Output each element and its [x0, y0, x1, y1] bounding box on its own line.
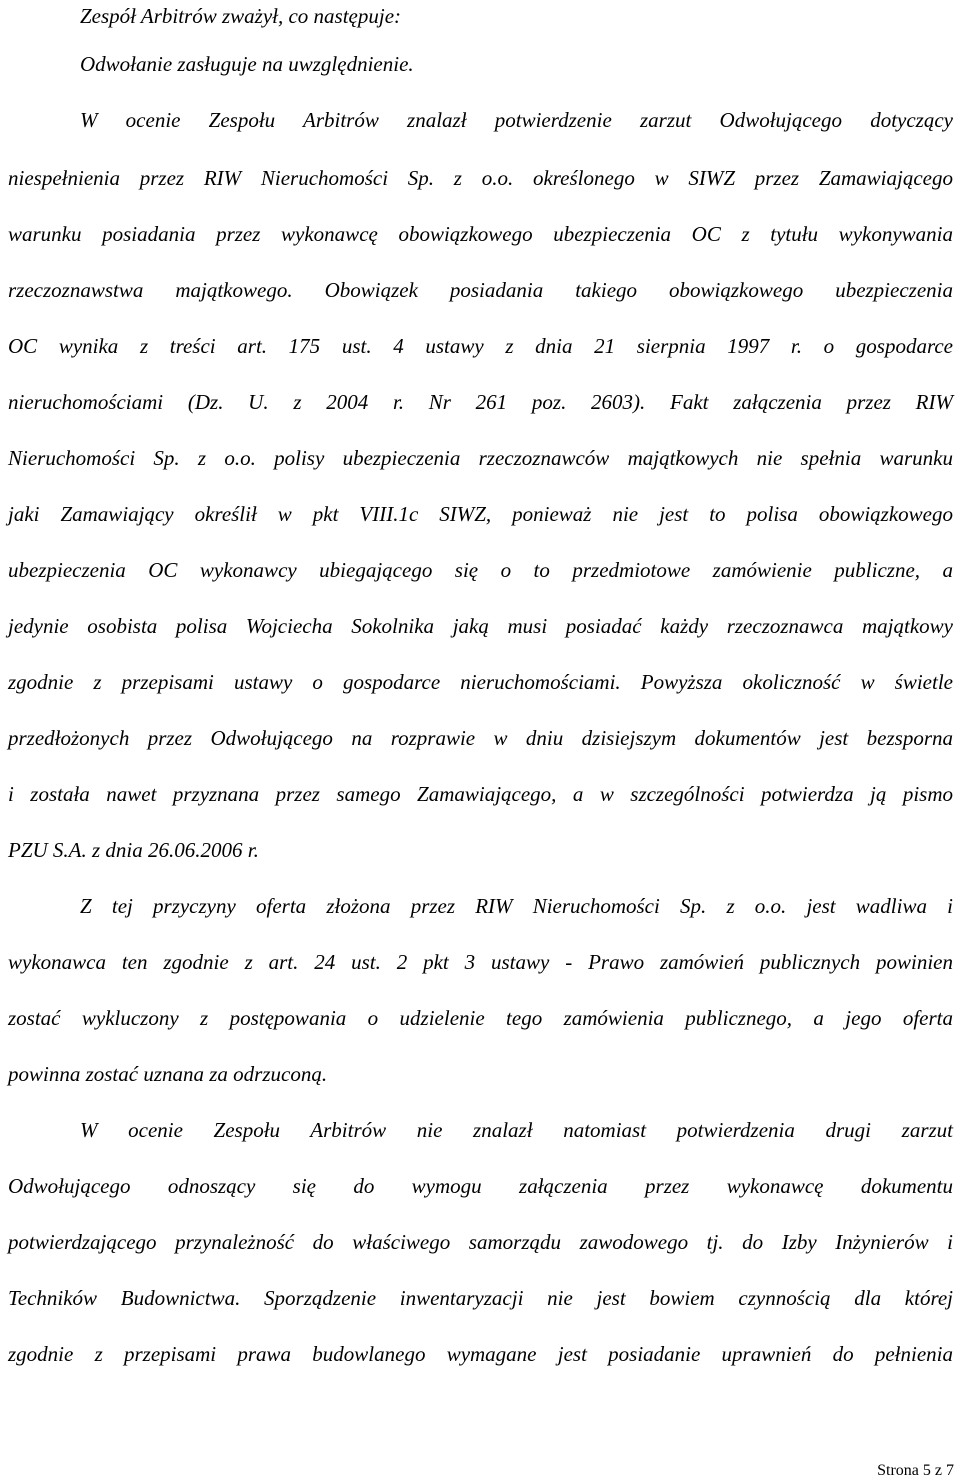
- text-line: jedynie osobista polisa Wojciecha Sokolnika jaką musi posiadać każdy rzeczoznawca majątkowy: [8, 614, 953, 638]
- text-line: niespełnienia przez RIW Nieruchomości Sp. z o.o. określonego w SIWZ przez Zamawiającego: [8, 166, 953, 190]
- text-line: i została nawet przyznana przez samego Zamawiającego, a w szczególności potwierdza ją pismo: [8, 782, 953, 806]
- text-line: warunku posiadania przez wykonawcę obowiązkowego ubezpieczenia OC z tytułu wykonywania: [8, 222, 953, 246]
- text-line: zgodnie z przepisami ustawy o gospodarce nieruchomościami. Powyższa okoliczność w świetle: [8, 670, 953, 694]
- text-line: nieruchomościami (Dz. U. z 2004 r. Nr 261 poz. 2603). Fakt załączenia przez RIW: [8, 390, 953, 414]
- text-line: Odwołanie zasługuje na uwzględnienie.: [80, 52, 414, 76]
- text-line: Z tej przyczyny oferta złożona przez RIW Nieruchomości Sp. z o.o. jest wadliwa i: [80, 894, 953, 918]
- text-line: Odwołującego odnoszący się do wymogu załączenia przez wykonawcę dokumentu: [8, 1174, 953, 1198]
- text-line: zgodnie z przepisami prawa budowlanego wymagane jest posiadanie uprawnień do pełnienia: [8, 1342, 953, 1366]
- text-line: powinna zostać uznana za odrzuconą.: [8, 1062, 328, 1086]
- text-line: przedłożonych przez Odwołującego na rozprawie w dniu dzisiejszym dokumentów jest bezsporna: [8, 726, 953, 750]
- text-line: potwierdzającego przynależność do właściwego samorządu zawodowego tj. do Izby Inżynierów i: [8, 1230, 953, 1254]
- text-line: ubezpieczenia OC wykonawcy ubiegającego się o to przedmiotowe zamówienie publiczne, a: [8, 558, 953, 582]
- page-number: Strona 5 z 7: [877, 1462, 954, 1479]
- text-line: Nieruchomości Sp. z o.o. polisy ubezpieczenia rzeczoznawców majątkowych nie spełnia warunku: [8, 446, 953, 470]
- text-line: jaki Zamawiający określił w pkt VIII.1c SIWZ, ponieważ nie jest to polisa obowiązkowego: [8, 502, 953, 526]
- text-line: W ocenie Zespołu Arbitrów znalazł potwierdzenie zarzut Odwołującego dotyczący: [80, 108, 953, 132]
- text-line: Zespół Arbitrów zważył, co następuje:: [80, 4, 402, 28]
- text-line: OC wynika z treści art. 175 ust. 4 ustawy z dnia 21 sierpnia 1997 r. o gospodarce: [8, 334, 953, 358]
- text-line: Techników Budownictwa. Sporządzenie inwentaryzacji nie jest bowiem czynnością dla której: [8, 1286, 953, 1310]
- text-line: PZU S.A. z dnia 26.06.2006 r.: [8, 838, 259, 862]
- text-line: rzeczoznawstwa majątkowego. Obowiązek posiadania takiego obowiązkowego ubezpieczenia: [8, 278, 953, 302]
- text-line: wykonawca ten zgodnie z art. 24 ust. 2 pkt 3 ustawy - Prawo zamówień publicznych powinien: [8, 950, 953, 974]
- text-line: zostać wykluczony z postępowania o udzielenie tego zamówienia publicznego, a jego oferta: [8, 1006, 953, 1030]
- text-line: W ocenie Zespołu Arbitrów nie znalazł natomiast potwierdzenia drugi zarzut: [80, 1118, 953, 1142]
